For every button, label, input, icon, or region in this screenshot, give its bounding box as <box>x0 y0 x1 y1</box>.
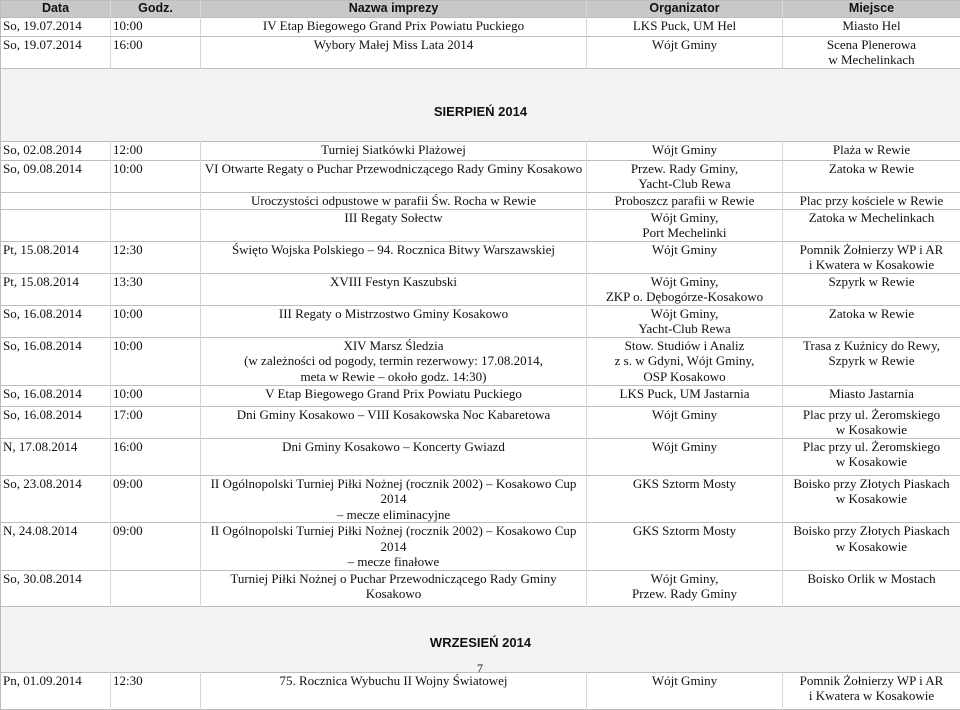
row-date <box>1 192 111 209</box>
row-date: So, 23.08.2014 <box>1 475 111 523</box>
row-time: 10:00 <box>111 17 201 36</box>
table-row <box>1 305 960 337</box>
row-time: 13:30 <box>111 273 201 305</box>
header-organizer: Organizator <box>587 1 783 18</box>
row-time: 12:00 <box>111 141 201 160</box>
month-heading-row <box>1 68 960 141</box>
row-time: 10:00 <box>111 337 201 385</box>
row-time: 10:00 <box>111 385 201 406</box>
row-organizer: Wójt Gminy <box>587 406 783 438</box>
row-event: Turniej Siatkówki Plażowej <box>201 141 587 160</box>
table-row <box>1 36 960 68</box>
header-place: Miejsce <box>783 1 960 18</box>
row-organizer: Proboszcz parafii w Rewie <box>587 192 783 209</box>
table-row <box>1 672 960 709</box>
row-organizer: Stow. Studiów i Analiz z s. w Gdyni, Wójt Gminy, OSP Kosakowo <box>587 337 783 385</box>
row-place: Trasa z Kuźnicy do Rewy, Szpyrk w Rewie <box>783 337 960 385</box>
row-date <box>1 209 111 241</box>
table-row <box>1 523 960 571</box>
table-row <box>1 475 960 523</box>
table-row <box>1 406 960 438</box>
row-organizer: Przew. Rady Gminy, Yacht-Club Rewa <box>587 160 783 192</box>
row-time <box>111 209 201 241</box>
row-organizer: Wójt Gminy, ZKP o. Dębogórze-Kosakowo <box>587 273 783 305</box>
row-place: Plac przy ul. Żeromskiego w Kosakowie <box>783 438 960 475</box>
header-date: Data <box>1 1 111 18</box>
row-event: Dni Gminy Kosakowo – Koncerty Gwiazd <box>201 438 587 475</box>
row-organizer: LKS Puck, UM Jastarnia <box>587 385 783 406</box>
row-time: 10:00 <box>111 160 201 192</box>
page-number: 7 <box>0 661 960 676</box>
table-row <box>1 17 960 36</box>
row-time: 10:00 <box>111 305 201 337</box>
row-place: Boisko przy Złotych Piaskach w Kosakowie <box>783 523 960 571</box>
row-time: 17:00 <box>111 406 201 438</box>
header-event: Nazwa imprezy <box>201 1 587 18</box>
table-row <box>1 438 960 475</box>
row-place: Boisko Orlik w Mostach <box>783 570 960 606</box>
month-heading-september: WRZESIEŃ 2014 <box>1 606 960 672</box>
table-header-row <box>1 1 960 18</box>
row-date: N, 17.08.2014 <box>1 438 111 475</box>
row-event: XIV Marsz Śledzia (w zależności od pogody, termin rezerwowy: 17.08.2014, meta w Rewie – około godz. 14:30) <box>201 337 587 385</box>
row-time <box>111 192 201 209</box>
table-row <box>1 209 960 241</box>
row-event: Turniej Piłki Nożnej o Puchar Przewodniczącego Rady Gminy Kosakowo <box>201 570 587 606</box>
row-event: Święto Wojska Polskiego – 94. Rocznica Bitwy Warszawskiej <box>201 241 587 273</box>
row-event: III Regaty o Mistrzostwo Gminy Kosakowo <box>201 305 587 337</box>
table-row <box>1 141 960 160</box>
row-date: So, 19.07.2014 <box>1 17 111 36</box>
row-event: 75. Rocznica Wybuchu II Wojny Światowej <box>201 672 587 709</box>
row-date: N, 24.08.2014 <box>1 523 111 571</box>
row-event: Wybory Małej Miss Lata 2014 <box>201 36 587 68</box>
row-organizer: Wójt Gminy <box>587 241 783 273</box>
row-event: V Etap Biegowego Grand Prix Powiatu Puckiego <box>201 385 587 406</box>
row-organizer: GKS Sztorm Mosty <box>587 475 783 523</box>
row-time <box>111 570 201 606</box>
table-row <box>1 192 960 209</box>
row-organizer: Wójt Gminy, Yacht-Club Rewa <box>587 305 783 337</box>
row-place: Pomnik Żołnierzy WP i AR i Kwatera w Kosakowie <box>783 241 960 273</box>
row-place: Scena Plenerowa w Mechelinkach <box>783 36 960 68</box>
row-place: Zatoka w Rewie <box>783 305 960 337</box>
row-event: II Ogólnopolski Turniej Piłki Nożnej (rocznik 2002) – Kosakowo Cup 2014 – mecze finałowe <box>201 523 587 571</box>
table-row <box>1 385 960 406</box>
row-organizer: Wójt Gminy <box>587 36 783 68</box>
row-organizer: GKS Sztorm Mosty <box>587 523 783 571</box>
table-row <box>1 273 960 305</box>
row-date: So, 09.08.2014 <box>1 160 111 192</box>
row-place: Plac przy ul. Żeromskiego w Kosakowie <box>783 406 960 438</box>
row-date: Pt, 15.08.2014 <box>1 241 111 273</box>
row-date: Pn, 01.09.2014 <box>1 672 111 709</box>
row-event: III Regaty Sołectw <box>201 209 587 241</box>
row-date: So, 16.08.2014 <box>1 337 111 385</box>
table-row <box>1 570 960 606</box>
row-place: Plaża w Rewie <box>783 141 960 160</box>
table-row <box>1 337 960 385</box>
row-time: 09:00 <box>111 523 201 571</box>
row-place: Plac przy kościele w Rewie <box>783 192 960 209</box>
table-row <box>1 160 960 192</box>
row-organizer: Wójt Gminy <box>587 141 783 160</box>
row-date: So, 16.08.2014 <box>1 406 111 438</box>
row-date: So, 02.08.2014 <box>1 141 111 160</box>
row-time: 12:30 <box>111 241 201 273</box>
row-event: IV Etap Biegowego Grand Prix Powiatu Puckiego <box>201 17 587 36</box>
row-organizer: Wójt Gminy, Port Mechelinki <box>587 209 783 241</box>
row-date: Pt, 15.08.2014 <box>1 273 111 305</box>
row-event: VI Otwarte Regaty o Puchar Przewodniczącego Rady Gminy Kosakowo <box>201 160 587 192</box>
row-place: Miasto Hel <box>783 17 960 36</box>
row-place: Pomnik Żołnierzy WP i AR i Kwatera w Kosakowie <box>783 672 960 709</box>
row-date: So, 19.07.2014 <box>1 36 111 68</box>
row-place: Zatoka w Rewie <box>783 160 960 192</box>
table-row <box>1 241 960 273</box>
row-organizer: Wójt Gminy <box>587 672 783 709</box>
row-time: 09:00 <box>111 475 201 523</box>
row-time: 12:30 <box>111 672 201 709</box>
row-place: Miasto Jastarnia <box>783 385 960 406</box>
row-date: So, 16.08.2014 <box>1 305 111 337</box>
row-event: XVIII Festyn Kaszubski <box>201 273 587 305</box>
row-place: Boisko przy Złotych Piaskach w Kosakowie <box>783 475 960 523</box>
row-event: II Ogólnopolski Turniej Piłki Nożnej (rocznik 2002) – Kosakowo Cup 2014 – mecze eliminacyjne <box>201 475 587 523</box>
row-time: 16:00 <box>111 438 201 475</box>
row-organizer: LKS Puck, UM Hel <box>587 17 783 36</box>
row-event: Uroczystości odpustowe w parafii Św. Rocha w Rewie <box>201 192 587 209</box>
row-place: Zatoka w Mechelinkach <box>783 209 960 241</box>
row-organizer: Wójt Gminy <box>587 438 783 475</box>
month-heading-august: SIERPIEŃ 2014 <box>1 68 960 141</box>
row-date: So, 30.08.2014 <box>1 570 111 606</box>
row-organizer: Wójt Gminy, Przew. Rady Gminy <box>587 570 783 606</box>
row-place: Szpyrk w Rewie <box>783 273 960 305</box>
row-time: 16:00 <box>111 36 201 68</box>
header-time: Godz. <box>111 1 201 18</box>
row-event: Dni Gminy Kosakowo – VIII Kosakowska Noc Kabaretowa <box>201 406 587 438</box>
row-date: So, 16.08.2014 <box>1 385 111 406</box>
